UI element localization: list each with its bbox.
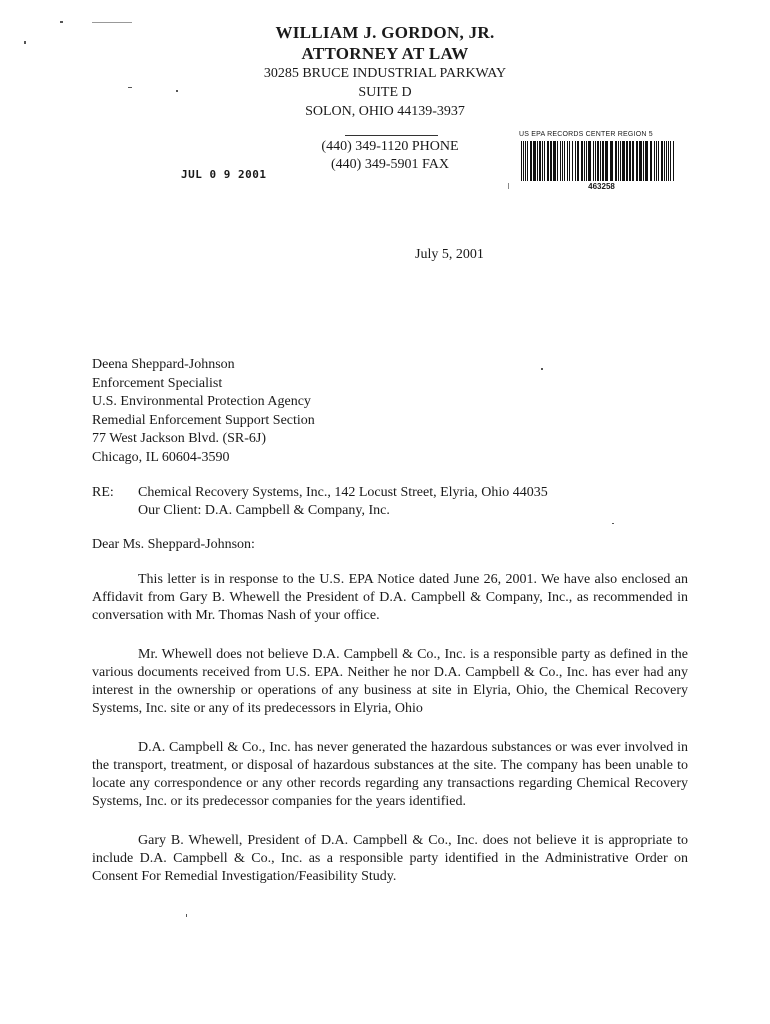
fax-number: (440) 349-5901 FAX bbox=[331, 157, 449, 172]
recipient-street: 77 West Jackson Blvd. (SR-6J) bbox=[92, 431, 267, 446]
letter-body bbox=[92, 571, 688, 907]
subject-block bbox=[92, 484, 548, 520]
scan-speck bbox=[176, 90, 178, 92]
recipient-name: Deena Sheppard-Johnson bbox=[92, 357, 235, 372]
records-barcode-block bbox=[519, 131, 684, 191]
letter-date: July 5, 2001 bbox=[415, 247, 484, 262]
re-client: Our Client: D.A. Campbell & Company, Inc. bbox=[138, 503, 390, 518]
recipient-title: Enforcement Specialist bbox=[92, 375, 223, 391]
body-paragraph: Mr. Whewell does not believe D.A. Campbell & Co., Inc. is a responsible party as defined in the various documents received from U.S. EPA. Neither he nor D.A. Campbell & Co., Inc. has ever had any interest in the ownership or operations of any business at site in Elyria, Ohio, the Chemical Recovery Systems, Inc. site or any of its predecessors in Elyria, Ohio bbox=[92, 647, 688, 716]
barcode-number: 463258 bbox=[588, 182, 615, 191]
recipient-address bbox=[92, 356, 315, 467]
salutation: Dear Ms. Sheppard-Johnson: bbox=[92, 537, 255, 552]
scan-speck bbox=[60, 21, 63, 23]
body-paragraph: D.A. Campbell & Co., Inc. has never generated the hazardous substances or was ever involved in the transport, treatment, or disposal of hazardous substances at the site. The company has been unable to locate any correspondence or any other records regarding any transactions regarding Chemical Recovery Systems, Inc. or its predecessor companies for the years identified. bbox=[92, 740, 688, 809]
recipient-section: Remedial Enforcement Support Section bbox=[92, 412, 315, 428]
scan-speck bbox=[128, 87, 132, 88]
attorney-title: ATTORNEY AT LAW bbox=[301, 44, 469, 63]
phone-number: (440) 349-1120 PHONE bbox=[321, 139, 459, 154]
scan-speck bbox=[612, 523, 614, 524]
contact-numbers bbox=[300, 138, 480, 174]
barcode-label: US EPA RECORDS CENTER REGION 5 bbox=[519, 131, 653, 138]
address-street: 30285 BRUCE INDUSTRIAL PARKWAY bbox=[263, 66, 507, 81]
phone-divider bbox=[345, 135, 438, 136]
scan-speck bbox=[508, 183, 509, 189]
address-city: SOLON, OHIO 44139-3937 bbox=[305, 104, 465, 119]
recipient-city: Chicago, IL 60604-3590 bbox=[92, 449, 230, 465]
re-subject: Chemical Recovery Systems, Inc., 142 Locust Street, Elyria, Ohio 44035 bbox=[138, 485, 548, 500]
address-suite: SUITE D bbox=[358, 85, 412, 100]
re-label: RE: bbox=[92, 485, 114, 500]
received-date-stamp: JUL 0 9 2001 bbox=[181, 168, 267, 181]
letterhead bbox=[185, 22, 585, 121]
scan-speck bbox=[92, 22, 132, 23]
scan-speck bbox=[24, 41, 26, 44]
scan-speck bbox=[541, 368, 543, 370]
barcode-icon bbox=[519, 141, 679, 181]
body-paragraph: Gary B. Whewell, President of D.A. Campbell & Co., Inc. does not believe it is appropriate to include D.A. Campbell & Co., Inc. as a responsible party identified in the Administrative Order on Consent For Remedial Investigation/Feasibility Study. bbox=[92, 833, 688, 884]
recipient-agency: U.S. Environmental Protection Agency bbox=[92, 394, 311, 409]
attorney-name: WILLIAM J. GORDON, JR. bbox=[275, 23, 495, 42]
scan-speck bbox=[186, 914, 187, 917]
body-paragraph: This letter is in response to the U.S. EPA Notice dated June 26, 2001. We have also enclosed an Affidavit from Gary B. Whewell the President of D.A. Campbell & Company, Inc., as recommended in conversation with Mr. Thomas Nash of your office. bbox=[92, 572, 688, 623]
